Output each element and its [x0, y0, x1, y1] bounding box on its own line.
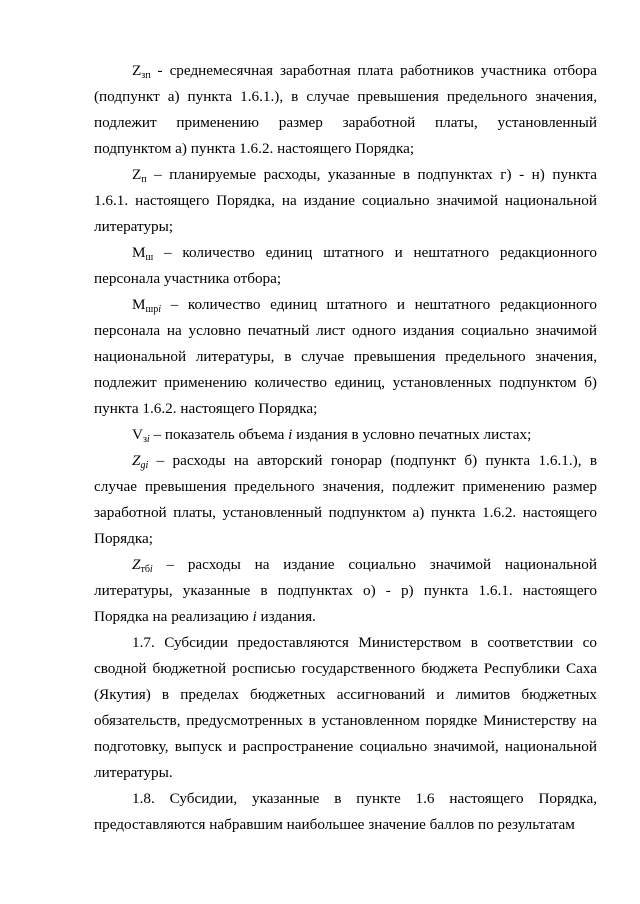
subscript-base: тб [140, 564, 150, 575]
subscript [140, 564, 152, 575]
subscript-index: i [146, 434, 150, 445]
definition-text-end: издания в условно печатных листах; [292, 426, 532, 443]
definition-text-start: – расходы на издание социально значимой национальной литературы, указанные в подпунктах о) - р) пункта 1.6.1. настоящего Порядка на реализацию [94, 556, 597, 625]
symbol: Z [132, 166, 142, 183]
subscript [143, 434, 150, 445]
clause-1-7: 1.7. Субсидии предоставляются Министерством в соответствии со сводной бюджетной росписью государственного бюджета Республики Саха (Якутия) в пределах бюджетных ассигнований и лимитов бюджетных обязательств, предусмотренных в установленном порядке Министерству на подготовку, выпуск и распространение социально значимой, национальной литературы. [94, 634, 597, 781]
definition-text: – количество единиц штатного и нештатного редакционного персонала участника отбора; [94, 244, 597, 287]
subscript [146, 304, 161, 315]
symbol: M [132, 244, 146, 261]
subscript: п [141, 174, 147, 185]
subscript-index: i [149, 564, 153, 575]
symbol: Z [132, 452, 141, 469]
symbol: M [132, 296, 146, 313]
document-page [94, 58, 597, 838]
subscript-base: з [142, 434, 147, 445]
symbol: Z [132, 62, 142, 79]
clause-1-8: 1.8. Субсидии, указанные в пункте 1.6 настоящего Порядка, предоставляются набравшим наибольшее значение баллов по результатам [94, 790, 597, 833]
definition-text-end: издания. [256, 608, 316, 625]
definition-text: – планируемые расходы, указанные в подпунктах г) - н) пункта 1.6.1. настоящего Порядка, на издание социально значимой национальной литературы; [94, 166, 597, 235]
italic-index: i [252, 608, 257, 625]
symbol: V [132, 426, 143, 443]
definition-text: – количество единиц штатного и нештатного редакционного персонала на условно печатный лист одного издания социально значимой национальной литературы, в случае превышения предельного значения, подлежит применению количество единиц, установленных подпунктом б) пункта 1.6.2. настоящего Порядка; [94, 296, 597, 417]
definition-msh [94, 240, 597, 292]
subscript-index: i [145, 460, 149, 471]
subscript: зп [141, 70, 151, 81]
definition-zp [94, 162, 597, 240]
definition-ztbi [94, 552, 597, 630]
subscript-base: шр [145, 304, 159, 315]
definition-text: – расходы на авторский гонорар (подпункт б) пункта 1.6.1.), в случае превышения предельного значения, подлежит применению размер заработной платы, установленный подпунктом а) пункта 1.6.2. настоящего Порядка; [94, 452, 597, 547]
definition-text-start: – показатель объема [149, 426, 289, 443]
definition-text: - среднемесячная заработная плата работников участника отбора (подпункт а) пункта 1.6.1.), в случае превышения предельного значения, подлежит применению размер заработной платы, установленный подпунктом а) пункта 1.6.2. настоящего Порядка; [94, 62, 597, 157]
italic-index: i [288, 426, 293, 443]
subscript: ш [145, 252, 154, 263]
definition-vzi [94, 422, 597, 448]
definition-zzp [94, 58, 597, 162]
definition-zgi [94, 448, 597, 552]
definition-mshri [94, 292, 597, 422]
symbol: Z [132, 556, 141, 573]
subscript-base: g [140, 460, 146, 471]
subscript-index: i [158, 304, 161, 315]
